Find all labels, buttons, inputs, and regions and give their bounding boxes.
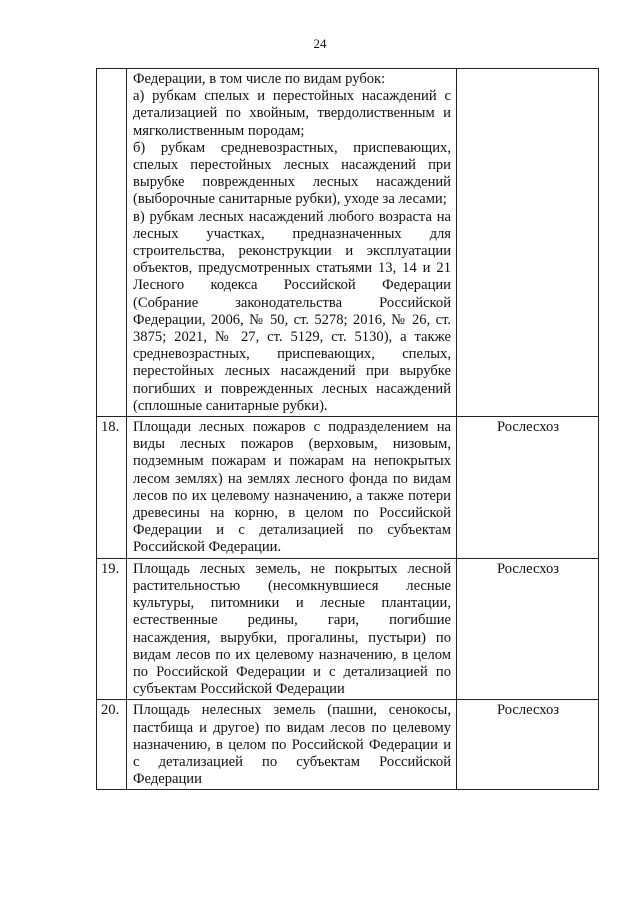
row-source: Рослесхоз — [457, 417, 599, 559]
row-description: Площади лесных пожаров с подразделением на виды лесных пожаров (верховым, низовым, подземным пожарам и пожарам на непокрытых лесом землях) на землях лесного фонда по видам лесов по их целевому назначению, а также потери древесины на корню, в целом по Российской Федерации и с детализацией по субъектам Российской Федерации. — [127, 417, 457, 559]
row-source: Рослесхоз — [457, 700, 599, 790]
row-description: Площадь нелесных земель (пашни, сенокосы, пастбища и другое) по видам лесов по целевому назначению, в целом по Российской Федерации и с детализацией по субъектам Российской Федерации — [127, 700, 457, 790]
row-paragraph: б) рубкам средневозрастных, приспевающих, спелых перестойных лесных насаждений при вырубке поврежденных лесных насаждений (выборочные санитарные рубки), уходе за лесами; — [133, 139, 451, 208]
row-text — [133, 71, 451, 415]
table-row — [97, 558, 599, 700]
row-number: 19. — [97, 558, 127, 700]
row-description — [127, 69, 457, 417]
row-paragraph: Федерации, в том числе по видам рубок: — [133, 71, 386, 87]
table-row — [97, 700, 599, 790]
row-paragraph: а) рубкам спелых и перестойных насаждений с детализацией по хвойным, твердолиственным и мягколиственным породам; — [133, 88, 451, 139]
row-description: Площадь лесных земель, не покрытых лесной растительностью (несомкнувшиеся лесные культуры, питомники и лесные плантации, естественные редины, гари, погибшие насаждения, вырубки, прогалины, пустыри) по видам лесов по их целевому назначению, в целом по Российской Федерации и с детализацией по субъектам Российской Федерации — [127, 558, 457, 700]
table-row — [97, 417, 599, 559]
row-paragraph: в) рубкам лесных насаждений любого возраста на лесных участках, предназначенных для строительства, реконструкции и эксплуатации объектов, предусмотренных статьями 13, 14 и 21 Лесного кодекса Российской Федерации (Собрание законодательства Российской Федерации, 2006, № 50, ст. 5278; 2016, № 26, ст. 3875; 2021, № 27, ст. 5129, ст. 5130), а также средневозрастных, приспевающих, спелых, перестойных лесных насаждений при вырубке погибших и поврежденных лесных насаждений (сплошные санитарные рубки). — [133, 208, 451, 414]
page-number: 24 — [313, 36, 327, 51]
row-source: Рослесхоз — [457, 558, 599, 700]
row-source — [457, 69, 599, 417]
row-number: 18. — [97, 417, 127, 559]
row-number — [97, 69, 127, 417]
table-row — [97, 69, 599, 417]
indicators-table — [96, 68, 599, 790]
row-number: 20. — [97, 700, 127, 790]
